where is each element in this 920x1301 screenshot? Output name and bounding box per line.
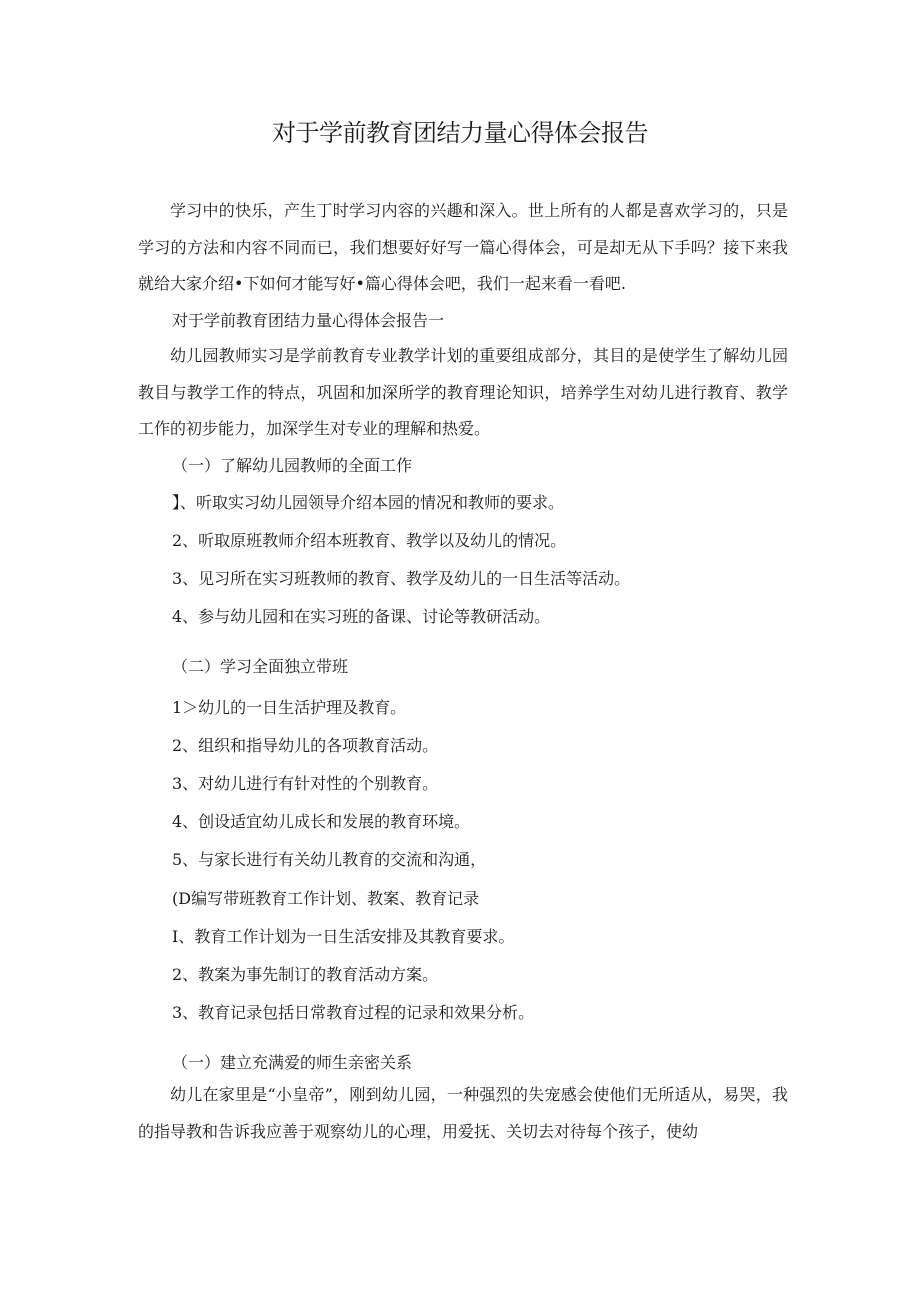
section-3-heading: (D编写带班教育工作计划、教案、教育记录 [172,889,480,908]
section-1-heading: （一）了解幼儿园教师的全面工作 [172,456,413,475]
body-paragraph-2: 幼儿在家里是“小皇帝”，刚到幼儿园，一种强烈的失宠感会使他们无所适从，易哭，我的指导教和告诉我应善于观察幼儿的心理，用爱抚、关切去对待每个孩子，使幼 [138,1085,788,1141]
intro-paragraph: 学习中的快乐，产生丁时学习内容的兴趣和深入。世上所有的人都是喜欢学习的，只是学习的方法和内容不同而已，我们想要好好写一篇心得体会，可是却无从下手吗？接下来我就给大家介绍•下如何才能写好•篇心得体会吧，我们一起来看一看吧. [138,201,788,293]
section-3-item: I、教育工作计划为一日生活安排及其教育要求。 [172,927,515,946]
section-2-item: 1＞幼儿的一日生活护理及教育。 [172,698,407,717]
report-subtitle: 对于学前教育团结力量心得体会报告一 [172,311,445,330]
section-2-item: 2、组织和指导幼儿的各项教育活动。 [172,736,439,755]
section-2-item: 5、与家长进行有关幼儿教育的交流和沟通， [172,850,487,869]
section-3-item: 3、教育记录包括日常教育过程的记录和效果分析。 [172,1003,535,1022]
section-3-item: 2、教案为事先制订的教育活动方案。 [172,965,439,984]
section-2-item: 3、对幼儿进行有针对性的个别教育。 [172,774,439,793]
body-paragraph-1: 幼儿园教师实习是学前教育专业教学计划的重要组成部分，其目的是使学生了解幼儿园教目与教学工作的特点，巩固和加深所学的教育理论知识，培养学生对幼儿进行教育、教学工作的初步能力，加深学生对专业的理解和热爱。 [138,346,788,438]
section-1-item: 2、听取原班教师介绍本班教育、教学以及幼儿的情况。 [172,531,567,550]
section-2-heading: （二）学习全面独立带班 [172,657,349,676]
document-title: 对于学前教育团结力量心得体会报告 [272,119,648,147]
section-4-heading: （一）建立充满爱的师生亲密关系 [172,1053,413,1072]
section-1-item: 】、听取实习幼儿园领导介绍本园的情况和教师的要求。 [172,493,565,512]
section-1-item: 3、见习所在实习班教师的教育、教学及幼儿的一日生活等活动。 [172,569,631,588]
section-2-item: 4、创设适宜幼儿成长和发展的教育环境。 [172,812,471,831]
section-1-item: 4、参与幼儿园和在实习班的备课、讨论等教研活动。 [172,607,551,626]
